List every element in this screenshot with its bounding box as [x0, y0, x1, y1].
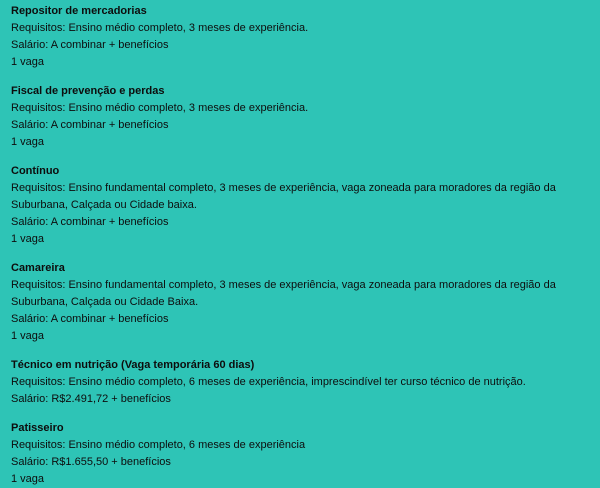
job-title: Repositor de mercadorias	[11, 5, 147, 17]
job-salary: Salário: A combinar + benefícios	[11, 39, 169, 51]
job-listing-continuo	[11, 163, 600, 248]
job-listing-fiscal	[11, 83, 600, 151]
job-listing-camareira	[11, 260, 600, 345]
job-openings: 1 vaga	[11, 473, 45, 485]
job-salary: Salário: A combinar + benefícios	[11, 119, 169, 131]
job-title: Técnico em nutrição (Vaga temporária 60 dias)	[11, 359, 255, 371]
job-openings: 1 vaga	[11, 136, 45, 148]
job-openings: 1 vaga	[11, 56, 45, 68]
job-salary: Salário: A combinar + benefícios	[11, 216, 169, 228]
job-listing-patisseiro	[11, 420, 600, 488]
job-requirements: Requisitos: Ensino médio completo, 6 meses de experiência, imprescindível ter curso técnico de nutrição.	[11, 376, 526, 388]
job-openings: 1 vaga	[11, 233, 45, 245]
job-title: Fiscal de prevenção e perdas	[11, 85, 165, 97]
job-salary: Salário: R$1.655,50 + benefícios	[11, 456, 171, 468]
job-listing-tecnico-nutricao	[11, 357, 600, 408]
job-salary: Salário: R$2.491,72 + benefícios	[11, 393, 171, 405]
job-title: Camareira	[11, 262, 65, 274]
job-title: Patisseiro	[11, 422, 64, 434]
job-requirements: Requisitos: Ensino médio completo, 6 meses de experiência	[11, 439, 306, 451]
job-requirements: Requisitos: Ensino médio completo, 3 meses de experiência.	[11, 22, 309, 34]
job-listing-repositor	[11, 3, 600, 71]
job-salary: Salário: A combinar + benefícios	[11, 313, 169, 325]
job-requirements: Requisitos: Ensino fundamental completo, 3 meses de experiência, vaga zoneada para moradores da região da Suburbana, Calçada ou Cidade Baixa.	[11, 279, 556, 308]
job-requirements: Requisitos: Ensino fundamental completo, 3 meses de experiência, vaga zoneada para moradores da região da Suburbana, Calçada ou Cidade baixa.	[11, 182, 556, 211]
job-requirements: Requisitos: Ensino médio completo, 3 meses de experiência.	[11, 102, 309, 114]
job-openings: 1 vaga	[11, 330, 45, 342]
job-title: Contínuo	[11, 165, 60, 177]
